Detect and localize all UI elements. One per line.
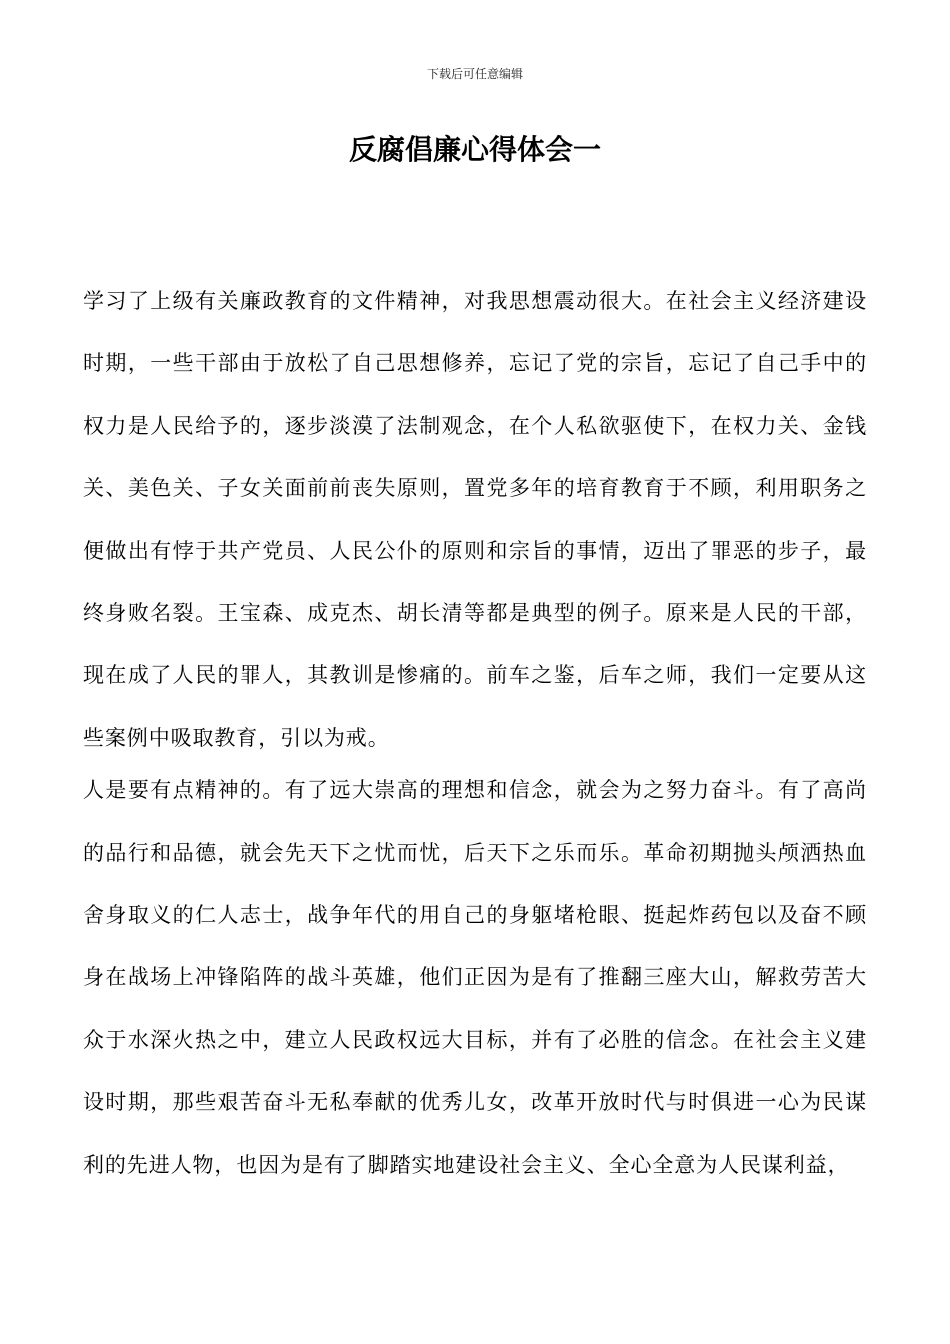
document-title: 反腐倡廉心得体会一 — [348, 133, 601, 166]
paragraph-2: 人是要有点精神的。有了远大崇高的理想和信念，就会为之努力奋斗。有了高尚的品行和品德，就会先天下之忧而忧，后天下之乐而乐。革命初期抛头颅洒热血舍身取义的仁人志士，战争年代的用自己的身躯堵枪眼、挺起炸药包以及奋不顾身在战场上冲锋陷阵的战斗英雄，他们正因为是有了推翻三座大山，解救劳苦大众于水深火热之中，建立人民政权远大目标，并有了必胜的信念。在社会主义建设时期，那些艰苦奋斗无私奉献的优秀儿女，改革开放时代与时俱进一心为民谋利的先进人物，也因为是有了脚踏实地建设社会主义、全心全意为人民谋利益， — [83, 778, 867, 1177]
header-note: 下载后可任意编辑 — [426, 67, 523, 81]
document-body — [83, 270, 867, 1196]
paragraph-1: 学习了上级有关廉政教育的文件精神，对我思想震动很大。在社会主义经济建设时期，一些干部由于放松了自己思想修养，忘记了党的宗旨，忘记了自己手中的权力是人民给予的，逐步淡漠了法制观念，在个人私欲驱使下，在权力关、金钱关、美色关、子女关面前前丧失原则，置党多年的培育教育于不顾，利用职务之便做出有悖于共产党员、人民公仆的原则和宗旨的事情，迈出了罪恶的步子，最终身败名裂。王宝森、成克杰、胡长清等都是典型的例子。原来是人民的干部，现在成了人民的罪人，其教训是惨痛的。前车之鉴，后车之师，我们一定要从这些案例中吸取教育，引以为戒。 — [83, 289, 867, 750]
